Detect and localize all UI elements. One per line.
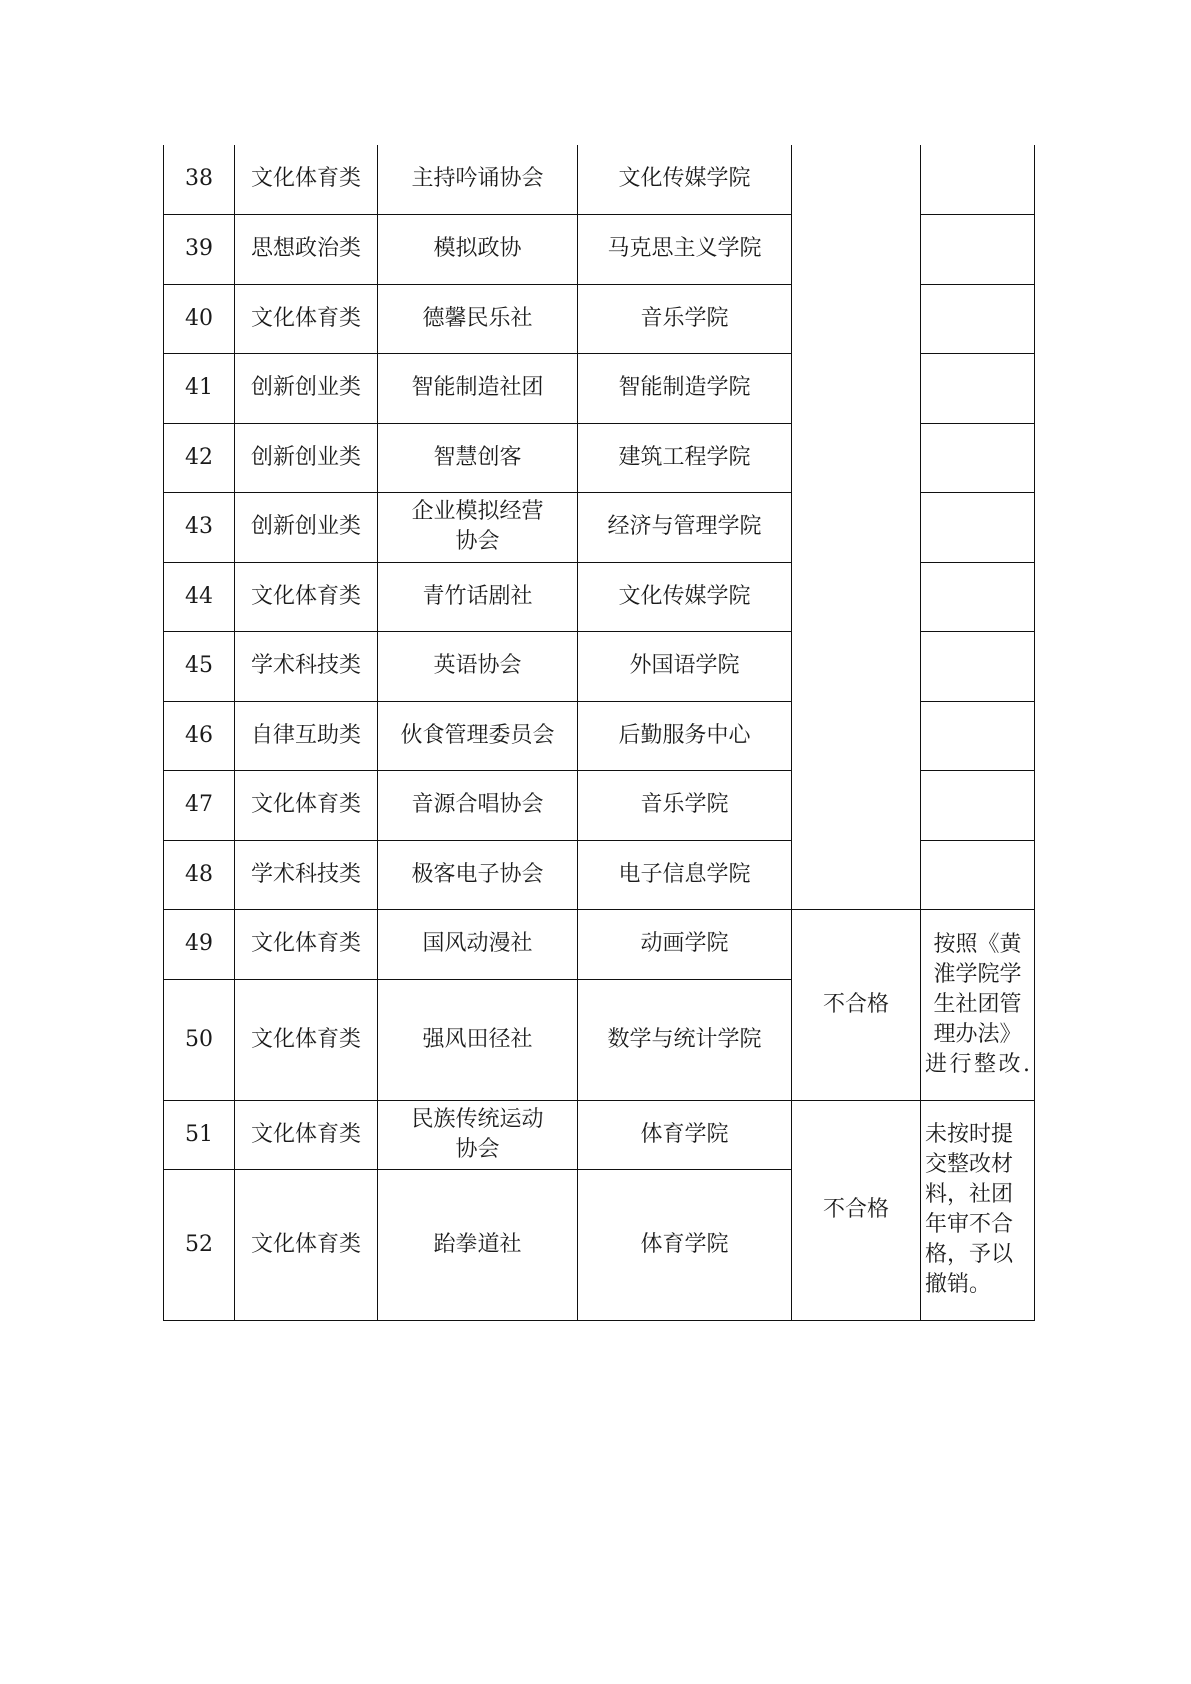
row-number: 41 — [164, 353, 235, 423]
affiliated-college: 智能制造学院 — [578, 353, 792, 423]
remark-cell-empty — [921, 145, 1035, 214]
remark-cell-empty — [921, 562, 1035, 631]
remark-cell-empty — [921, 770, 1035, 840]
affiliated-college: 电子信息学院 — [578, 840, 792, 909]
remark-cell-empty — [921, 701, 1035, 770]
club-name: 青竹话剧社 — [378, 562, 578, 631]
affiliated-college: 文化传媒学院 — [578, 562, 792, 631]
affiliated-college: 经济与管理学院 — [578, 492, 792, 562]
table-row — [164, 909, 1035, 979]
remark-cell-empty — [921, 423, 1035, 492]
affiliated-college: 文化传媒学院 — [578, 145, 792, 214]
club-category: 自律互助类 — [235, 701, 378, 770]
remark-cell-empty — [921, 840, 1035, 909]
row-number: 39 — [164, 214, 235, 284]
review-result: 不合格 — [792, 909, 921, 1100]
remark-cell-empty — [921, 214, 1035, 284]
remark-text: 未按时提交整改材料，社团年审不合格，予以撤销。 — [921, 1100, 1035, 1320]
row-number: 50 — [164, 979, 235, 1100]
club-category: 文化体育类 — [235, 979, 378, 1100]
club-name: 德馨民乐社 — [378, 284, 578, 353]
affiliated-college: 体育学院 — [578, 1100, 792, 1169]
club-review-table — [163, 145, 1035, 1321]
club-category: 文化体育类 — [235, 909, 378, 979]
affiliated-college: 马克思主义学院 — [578, 214, 792, 284]
review-result-cell-empty — [792, 145, 921, 909]
club-category: 文化体育类 — [235, 145, 378, 214]
club-name: 强风田径社 — [378, 979, 578, 1100]
club-name — [378, 1100, 578, 1169]
club-name-line: 企业模拟经营 — [411, 499, 544, 524]
club-name: 智能制造社团 — [378, 353, 578, 423]
club-name: 国风动漫社 — [378, 909, 578, 979]
club-category: 文化体育类 — [235, 1169, 378, 1320]
row-number: 52 — [164, 1169, 235, 1320]
row-number: 49 — [164, 909, 235, 979]
club-category: 文化体育类 — [235, 284, 378, 353]
club-category: 学术科技类 — [235, 840, 378, 909]
affiliated-college: 动画学院 — [578, 909, 792, 979]
row-number: 47 — [164, 770, 235, 840]
row-number: 51 — [164, 1100, 235, 1169]
club-category: 创新创业类 — [235, 353, 378, 423]
remark-cell-empty — [921, 353, 1035, 423]
affiliated-college: 后勤服务中心 — [578, 701, 792, 770]
club-name: 主持吟诵协会 — [378, 145, 578, 214]
club-category: 创新创业类 — [235, 492, 378, 562]
club-name-line: 协会 — [455, 1136, 500, 1162]
affiliated-college: 音乐学院 — [578, 770, 792, 840]
club-name-line: 协会 — [455, 529, 500, 554]
club-name-line: 民族传统运动 — [411, 1106, 544, 1132]
affiliated-college: 音乐学院 — [578, 284, 792, 353]
table-row — [164, 145, 1035, 214]
affiliated-college: 数学与统计学院 — [578, 979, 792, 1100]
remark-cell-empty — [921, 631, 1035, 701]
review-result: 不合格 — [792, 1100, 921, 1320]
club-category: 文化体育类 — [235, 562, 378, 631]
affiliated-college: 外国语学院 — [578, 631, 792, 701]
club-name — [378, 492, 578, 562]
row-number: 38 — [164, 145, 235, 214]
table-row — [164, 1100, 1035, 1169]
club-category: 文化体育类 — [235, 770, 378, 840]
row-number: 46 — [164, 701, 235, 770]
row-number: 45 — [164, 631, 235, 701]
club-name: 极客电子协会 — [378, 840, 578, 909]
row-number: 40 — [164, 284, 235, 353]
club-name: 智慧创客 — [378, 423, 578, 492]
club-category: 思想政治类 — [235, 214, 378, 284]
club-category: 创新创业类 — [235, 423, 378, 492]
club-name: 模拟政协 — [378, 214, 578, 284]
remark-text: 按照《黄淮学院学生社团管理办法》进行整改. — [921, 909, 1035, 1100]
affiliated-college: 体育学院 — [578, 1169, 792, 1320]
club-category: 文化体育类 — [235, 1100, 378, 1169]
row-number: 42 — [164, 423, 235, 492]
club-name: 跆拳道社 — [378, 1169, 578, 1320]
row-number: 44 — [164, 562, 235, 631]
remark-cell-empty — [921, 492, 1035, 562]
remark-cell-empty — [921, 284, 1035, 353]
club-name: 英语协会 — [378, 631, 578, 701]
club-name: 伙食管理委员会 — [378, 701, 578, 770]
row-number: 48 — [164, 840, 235, 909]
row-number: 43 — [164, 492, 235, 562]
affiliated-college: 建筑工程学院 — [578, 423, 792, 492]
club-name: 音源合唱协会 — [378, 770, 578, 840]
club-category: 学术科技类 — [235, 631, 378, 701]
